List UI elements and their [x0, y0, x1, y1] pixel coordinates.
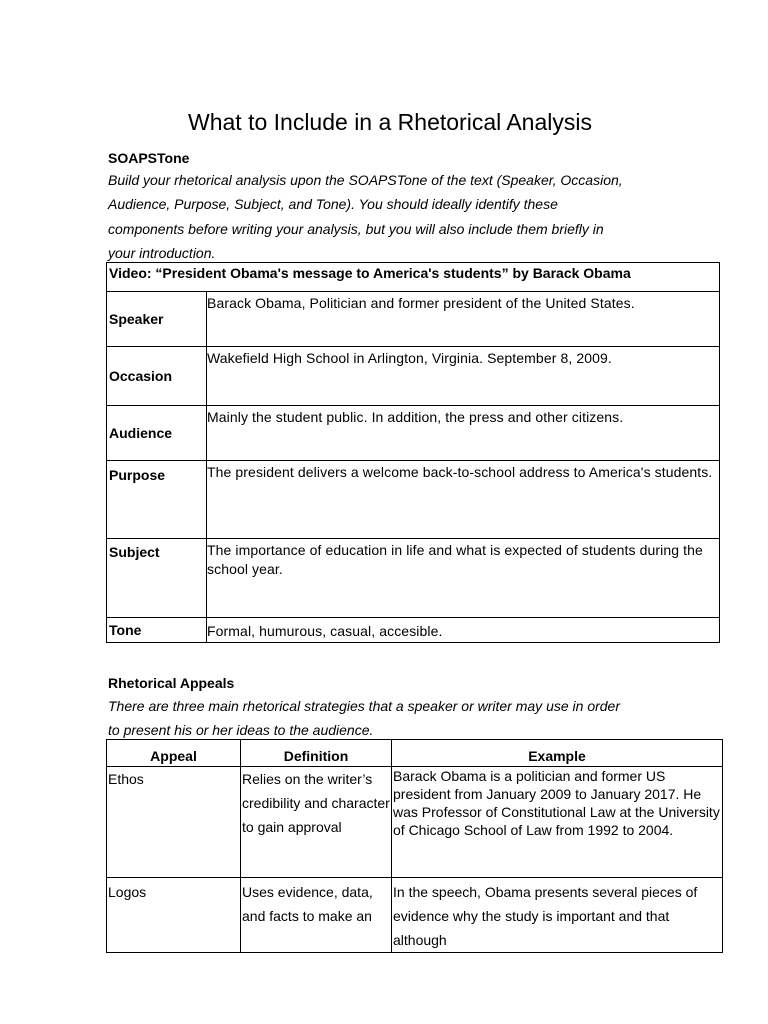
soapstone-row-occasion	[107, 347, 720, 406]
appeals-row-logos	[107, 878, 723, 953]
appeal-example: Barack Obama is a politician and former US president from January 2009 to January 2017. He was Professor of Constitutional Law at the University of Chicago School of Law from 1992 to 2004.	[392, 767, 723, 878]
row-value: Formal, humurous, casual, accesible.	[207, 618, 720, 643]
row-label: Purpose	[107, 461, 207, 539]
page-title: What to Include in a Rhetorical Analysis	[188, 109, 592, 136]
row-value: The president delivers a welcome back-to-school address to America's students.	[207, 461, 720, 539]
soapstone-row-speaker	[107, 292, 720, 347]
appeal-name: Logos	[107, 878, 241, 953]
soapstone-heading: SOAPSTone	[108, 150, 190, 166]
appeals-heading: Rhetorical Appeals	[108, 675, 235, 691]
row-value: Mainly the student public. In addition, the press and other citizens.	[207, 406, 720, 461]
appeal-definition: Relies on the writer’s credibility and character to gain approval	[241, 767, 392, 878]
appeal-name: Ethos	[107, 767, 241, 878]
soapstone-table	[106, 262, 720, 643]
column-header-definition: Definition	[241, 740, 392, 767]
row-label: Speaker	[107, 292, 207, 347]
video-row	[107, 263, 720, 292]
appeal-definition: Uses evidence, data, and facts to make an	[241, 878, 392, 953]
row-value: Barack Obama, Politician and former president of the United States.	[207, 292, 720, 347]
video-title: Video: “President Obama's message to America's students” by Barack Obama	[107, 263, 720, 292]
row-value: The importance of education in life and what is expected of students during the school year.	[207, 539, 720, 618]
soapstone-row-subject	[107, 539, 720, 618]
row-label: Subject	[107, 539, 207, 618]
row-value: Wakefield High School in Arlington, Virginia. September 8, 2009.	[207, 347, 720, 406]
soapstone-row-purpose	[107, 461, 720, 539]
row-label: Tone	[107, 618, 207, 643]
appeal-example: In the speech, Obama presents several pieces of evidence why the study is important and that although	[392, 878, 723, 953]
appeals-intro: There are three main rhetorical strategies that a speaker or writer may use in order to present his or her ideas to the audience.	[108, 698, 621, 739]
column-header-appeal: Appeal	[107, 740, 241, 767]
row-label: Occasion	[107, 347, 207, 406]
appeals-header-row	[107, 740, 723, 767]
appeals-row-ethos	[107, 767, 723, 878]
column-header-example: Example	[392, 740, 723, 767]
soapstone-row-tone	[107, 618, 720, 643]
soapstone-row-audience	[107, 406, 720, 461]
appeals-table	[106, 739, 723, 953]
row-label: Audience	[107, 406, 207, 461]
soapstone-intro: Build your rhetorical analysis upon the SOAPSTone of the text (Speaker, Occasion, Audience, Purpose, Subject, and Tone). You should ideally identify these components before writing your analysis, but you will also include them briefly in your introduction.	[108, 172, 623, 261]
